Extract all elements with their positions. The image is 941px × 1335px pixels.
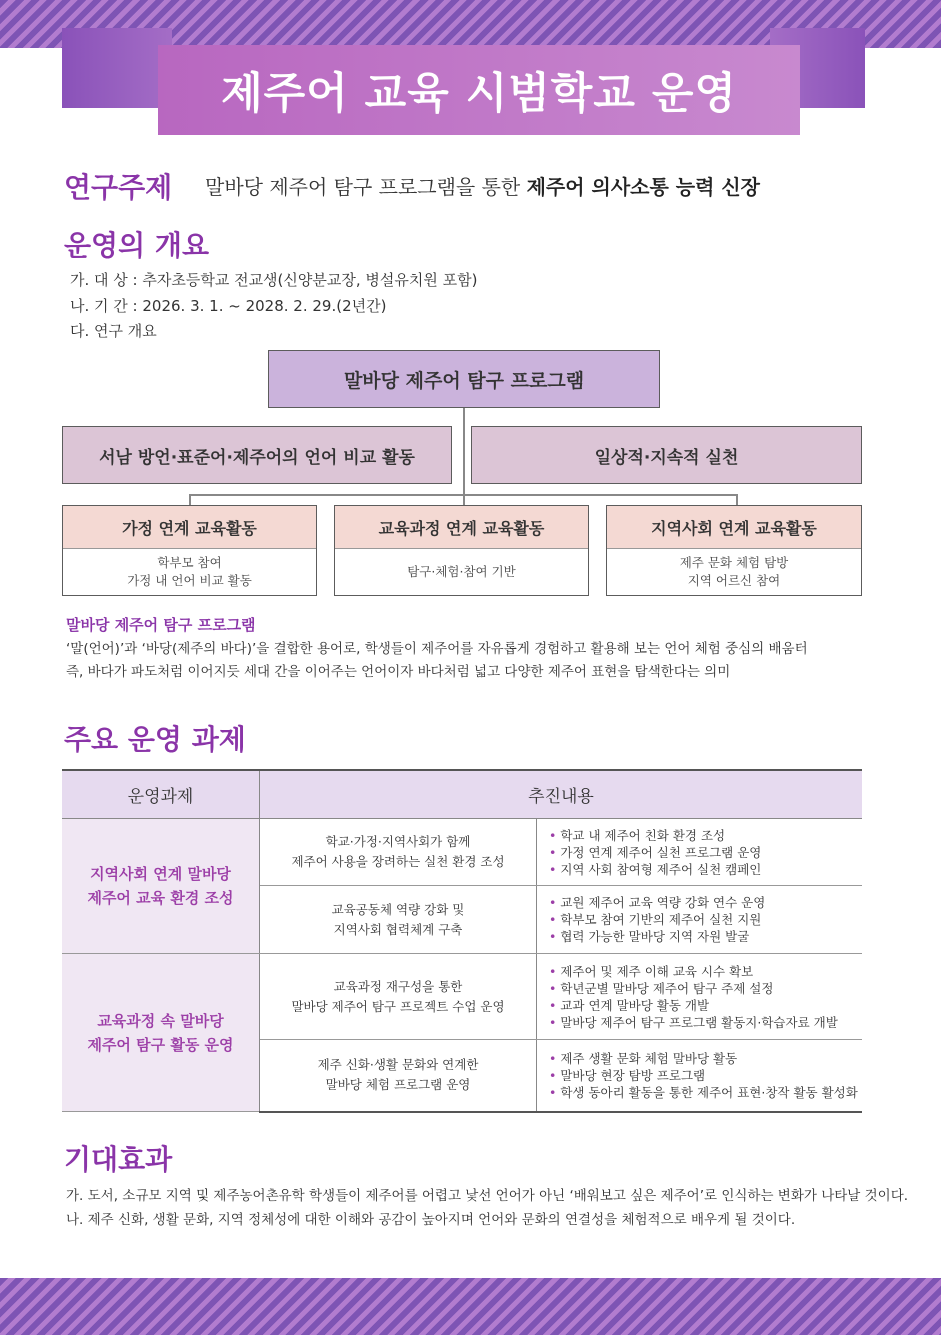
topic-text-plain: 말바당 제주어 탐구 프로그램을 통한 bbox=[205, 175, 527, 199]
bullet-item: • 학부모 참여 기반의 제주어 실천 지원 bbox=[549, 911, 861, 928]
title-ribbon-left bbox=[62, 28, 172, 108]
bullet-item: • 제주 생활 문화 체험 말바당 활동 bbox=[549, 1050, 861, 1067]
bullet-item: • 교과 연계 말바당 활동 개발 bbox=[549, 997, 861, 1014]
bullet-item: • 교원 제주어 교육 역량 강화 연수 운영 bbox=[549, 894, 861, 911]
card-line: 가정 내 언어 비교 활동 bbox=[127, 573, 252, 588]
strategy-cell bbox=[260, 1040, 537, 1112]
task-cell bbox=[62, 819, 260, 954]
overview-item-target: 가. 대 상 : 추자초등학교 전교생(신양분교장, 병설유치원 포함) bbox=[70, 271, 478, 289]
strategy-line: 지역사회 협력체계 구축 bbox=[333, 921, 463, 937]
bullet-item: • 학교 내 제주어 친화 환경 조성 bbox=[549, 827, 861, 844]
tasks-heading: 주요 운영 과제 bbox=[64, 723, 246, 756]
bullet-cell bbox=[537, 954, 863, 1040]
diagram-card-home bbox=[62, 505, 317, 596]
task-line: 제주어 교육 환경 조성 bbox=[87, 889, 234, 907]
overview-item-research: 다. 연구 개요 bbox=[70, 322, 157, 340]
task-line: 지역사회 연계 말바당 bbox=[90, 865, 231, 883]
strategy-line: 학교·가정·지역사회가 함께 bbox=[325, 834, 471, 849]
effect-item-2: 나. 제주 신화, 생활 문화, 지역 정체성에 대한 이해와 공감이 높아지며 언어와 문화의 연결성을 체험적으로 배우게 될 것이다. bbox=[66, 1212, 796, 1228]
definition-title: 말바당 제주어 탐구 프로그램 bbox=[66, 616, 256, 634]
bullet-cell bbox=[537, 1040, 863, 1112]
strategy-cell bbox=[260, 886, 537, 954]
task-line: 교육과정 속 말바당 bbox=[97, 1011, 224, 1030]
task-line: 제주어 탐구 활동 운영 bbox=[87, 1035, 234, 1054]
diagram-right-box bbox=[471, 426, 862, 484]
bullet-item: • 학년군별 말바당 제주어 탐구 주제 설정 bbox=[549, 980, 861, 997]
topic-text bbox=[205, 171, 760, 200]
diagram-connector-vertical bbox=[463, 408, 465, 505]
card-head: 지역사회 연계 교육활동 bbox=[607, 506, 861, 549]
diagram-left-box bbox=[62, 426, 452, 484]
diagram-main-box bbox=[268, 350, 660, 408]
strategy-line: 교육과정 재구성을 통한 bbox=[333, 978, 463, 994]
page-title-banner bbox=[158, 45, 800, 135]
strategy-cell bbox=[260, 819, 537, 886]
table-row bbox=[62, 954, 862, 1040]
bullet-item: • 가정 연계 제주어 실천 프로그램 운영 bbox=[549, 844, 861, 861]
definition-line-2: 즉, 바다가 파도처럼 이어지듯 세대 간을 이어주는 언어이자 바다처럼 넓고 다양한 제주어 표현을 탐색한다는 의미 bbox=[66, 664, 731, 680]
diagram-right-label: 일상적·지속적 실천 bbox=[594, 447, 739, 468]
bottom-stripe-band bbox=[0, 1278, 941, 1335]
topic-text-bold: 제주어 의사소통 능력 신장 bbox=[526, 175, 761, 199]
tasks-col-task: 운영과제 bbox=[62, 770, 260, 819]
overview-item-period: 나. 기 간 : 2026. 3. 1. ~ 2028. 2. 29.(2년간) bbox=[70, 297, 387, 315]
diagram-left-label: 서남 방언·표준어·제주어의 언어 비교 활동 bbox=[99, 447, 415, 468]
definition-text bbox=[66, 638, 866, 684]
diagram-card-community bbox=[606, 505, 862, 596]
page-title: 제주어 교육 시범학교 운영 bbox=[221, 68, 737, 119]
strategy-line: 제주 신화·생활 문화와 연계한 bbox=[317, 1057, 479, 1073]
bullet-item: • 협력 가능한 말바당 지역 자원 발굴 bbox=[549, 928, 861, 945]
card-line: 탐구·체험·참여 기반 bbox=[407, 564, 516, 579]
card-line: 제주 문화 체험 탐방 bbox=[679, 555, 789, 570]
bullet-item: • 학생 동아리 활동을 통한 제주어 표현·창작 활동 활성화 bbox=[549, 1084, 861, 1101]
overview-heading: 운영의 개요 bbox=[64, 229, 209, 262]
strategy-line: 말바당 체험 프로그램 운영 bbox=[325, 1077, 471, 1093]
tasks-col-content: 추진내용 bbox=[260, 770, 863, 819]
card-head: 교육과정 연계 교육활동 bbox=[335, 506, 588, 549]
bullet-cell bbox=[537, 886, 863, 954]
card-line: 지역 어르신 참여 bbox=[687, 573, 781, 588]
task-cell bbox=[62, 954, 260, 1112]
strategy-line: 제주어 사용을 장려하는 실천 환경 조성 bbox=[291, 854, 505, 869]
diagram-connector-left bbox=[189, 494, 191, 505]
card-head: 가정 연계 교육활동 bbox=[63, 506, 316, 549]
bullet-cell bbox=[537, 819, 863, 886]
strategy-cell bbox=[260, 954, 537, 1040]
diagram-main-label: 말바당 제주어 탐구 프로그램 bbox=[343, 369, 585, 392]
diagram-connector-right bbox=[736, 494, 738, 505]
card-line: 학부모 참여 bbox=[157, 555, 222, 570]
effects-heading: 기대효과 bbox=[64, 1143, 173, 1176]
bullet-item: • 제주어 및 제주 이해 교육 시수 확보 bbox=[549, 963, 861, 980]
bullet-item: • 말바당 제주어 탐구 프로그램 활동지·학습자료 개발 bbox=[549, 1014, 861, 1031]
strategy-line: 교육공동체 역량 강화 및 bbox=[331, 901, 465, 917]
definition-line-1: ‘말(언어)’과 ‘바당(제주의 바다)’을 결합한 용어로, 학생들이 제주어를 자유롭게 경험하고 활용해 보는 언어 체험 중심의 배움터 bbox=[66, 641, 808, 657]
effect-item-1: 가. 도서, 소규모 지역 및 제주농어촌유학 학생들이 제주어를 어렵고 낯선 언어가 아닌 ‘배워보고 싶은 제주어’로 인식하는 변화가 나타날 것이다. bbox=[66, 1188, 909, 1204]
tasks-table bbox=[62, 769, 862, 1113]
table-row bbox=[62, 819, 862, 886]
strategy-line: 말바당 제주어 탐구 프로젝트 수업 운영 bbox=[291, 998, 505, 1014]
diagram-connector-horizontal bbox=[189, 494, 737, 496]
bullet-item: • 지역 사회 참여형 제주어 실천 캠페인 bbox=[549, 861, 861, 878]
bullet-item: • 말바당 현장 탐방 프로그램 bbox=[549, 1067, 861, 1084]
diagram-card-curriculum bbox=[334, 505, 589, 596]
topic-label: 연구주제 bbox=[64, 171, 173, 204]
